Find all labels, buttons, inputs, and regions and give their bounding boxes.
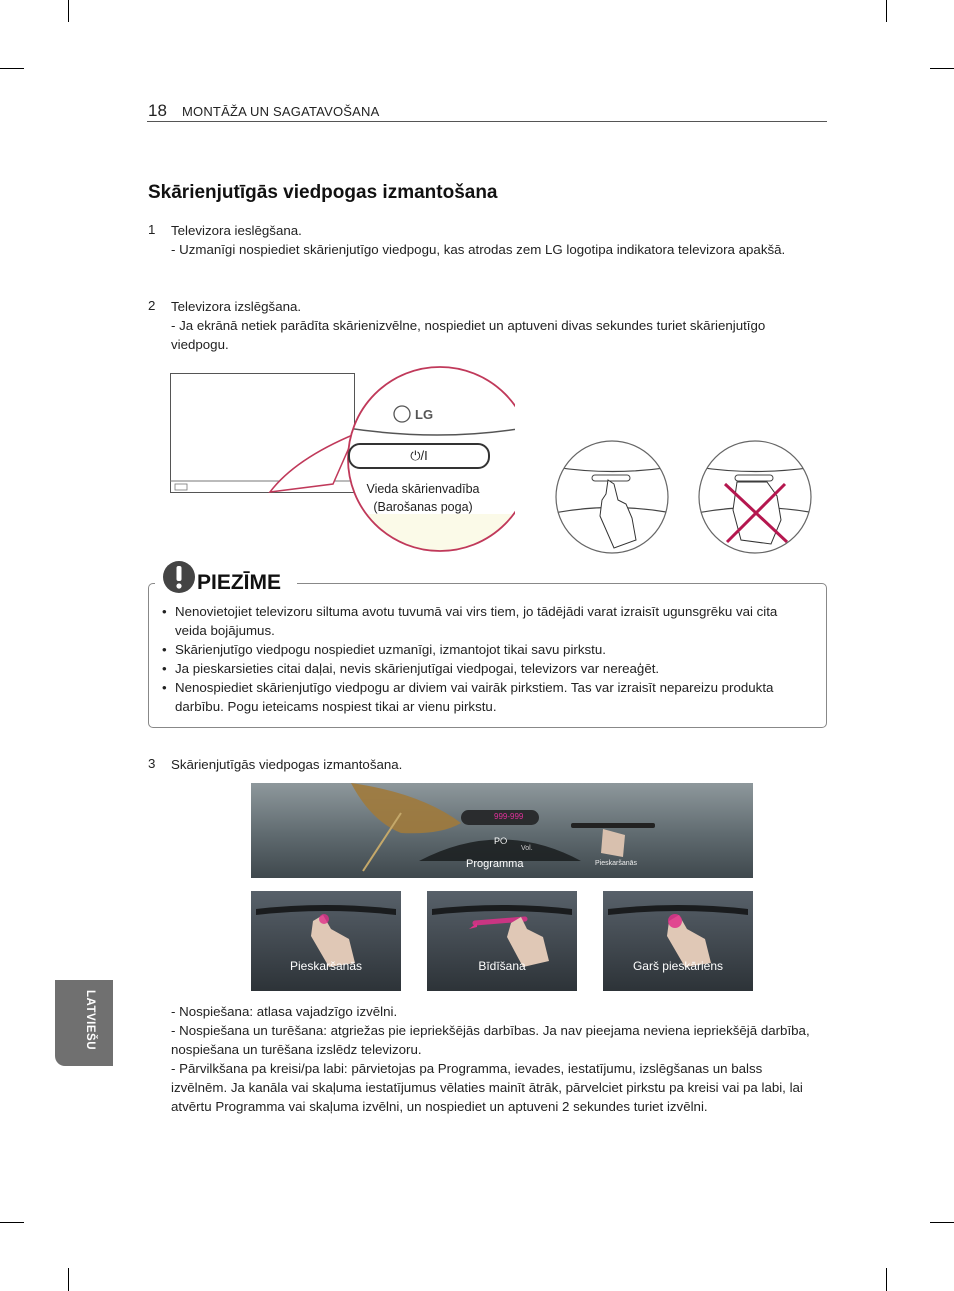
correct-touch-illustration [554,440,672,554]
step-2-desc: - Ja ekrānā netiek parādīta skārienizvēlne, nospiediet un aptuveni divas sekundes turiet skārienjutīgo viedpogu. [171,318,766,352]
crop-mark [68,0,69,22]
step-3-number: 3 [148,756,156,771]
crop-mark [886,0,887,22]
menu-touch-small-label: Pieskaršanās [595,860,638,867]
note-list [162,602,812,716]
gesture-swipe [427,891,577,991]
note-item: • Nenospiediet skārienjutīgo viedpogu ar diviem vai vairāk pirkstiem. Tas var izraisīt nepareizu produkta darbību. Pogu ieteicams nospiest tikai ar vienu pirkstu. [162,678,812,716]
channel-number: 999-999 [494,812,524,821]
language-label: LATVIEŠU [84,990,96,1051]
warning-icon [159,560,199,600]
menu-vol-label: Vol. [521,845,533,852]
instruction-swipe: - Pārvilkšana pa kreisi/pa labi: pārvietojas pa Programma, ievades, iestatījumu, izslēgšanas un balss izvēlnēm. Ja kanāla vai skaļuma iestatījumus vēlaties mainīt ātrāk, pārvelciet pirkstu pa kreisi vai pa labi, lai atvērtu Programma vai skaļuma izvēlni, un nospiediet un aptuveni 2 sekundes turiet izvēlni. [171,1061,803,1114]
figure1-caption-line2: (Barošanas poga) [373,500,473,514]
step-1-number: 1 [148,222,156,237]
lg-logo [393,404,441,424]
note-title: PIEZĪME [197,571,282,594]
menu-programme-label[interactable]: Programma [466,858,524,870]
note-item: • Nenovietojiet televizoru siltuma avotu tuvumā vai virs tiem, jo tādējādi varat izraisīt ugunsgrēku vai cita veida bojājumus. [162,602,812,640]
crop-mark [930,68,954,69]
gesture-long-press [603,891,753,991]
crop-mark [68,1268,69,1291]
step-2-title: Televizora izslēgšana. [171,299,302,314]
gesture-tap-label: Pieskaršanās [289,959,363,973]
instruction-press: - Nospiešana: atlasa vajadzīgo izvēlni. [171,1004,398,1019]
note-item: • Ja pieskarsieties citai daļai, nevis skārienjutīgai viedpogai, televizors var nereaģēt. [162,659,812,678]
crop-mark [0,1222,24,1223]
header-rule [147,121,827,122]
crop-mark [0,68,24,69]
gesture-tap [251,891,401,991]
section-title: Skārienjutīgās viedpogas izmantošana [148,182,498,203]
wrong-touch-illustration [697,440,815,554]
gesture-long-press-label: Garš pieskāriens [632,959,724,973]
svg-text:LG: LG [415,407,434,422]
gesture-swipe-label: Bīdīšana [478,959,526,973]
menu-power-label: P⭘ [494,836,508,846]
tv-menu-screenshot [251,783,753,878]
step-3-title: Skārienjutīgās viedpogas izmantošana. [171,757,403,772]
step-2-number: 2 [148,298,156,313]
note-header [155,560,297,600]
note-item: • Skārienjutīgo viedpogu nospiediet uzmanīgi, izmantojot tikai savu pirkstu. [162,640,812,659]
instruction-press-hold: - Nospiešana un turēšana: atgriežas pie iepriekšējās darbības. Ja nav pieejama neviena iepriekšējā darbība, nospiešana un turēšana izslēdz televizoru. [171,1023,810,1057]
figure1-caption-line1: Vieda skārienvadība [366,482,480,496]
chapter-title: MONTĀŽA UN SAGATAVOŠANA [182,104,380,119]
crop-mark [930,1222,954,1223]
power-button[interactable] [348,443,490,469]
step-1-desc: - Uzmanīgi nospiediet skārienjutīgo viedpogu, kas atrodas zem LG logotipa indikatora televizora apakšā. [171,242,786,257]
step-1-title: Televizora ieslēgšana. [171,223,302,238]
power-icon: ⏻/I [410,448,428,463]
crop-mark [886,1268,887,1291]
page-number: 18 [148,101,167,120]
